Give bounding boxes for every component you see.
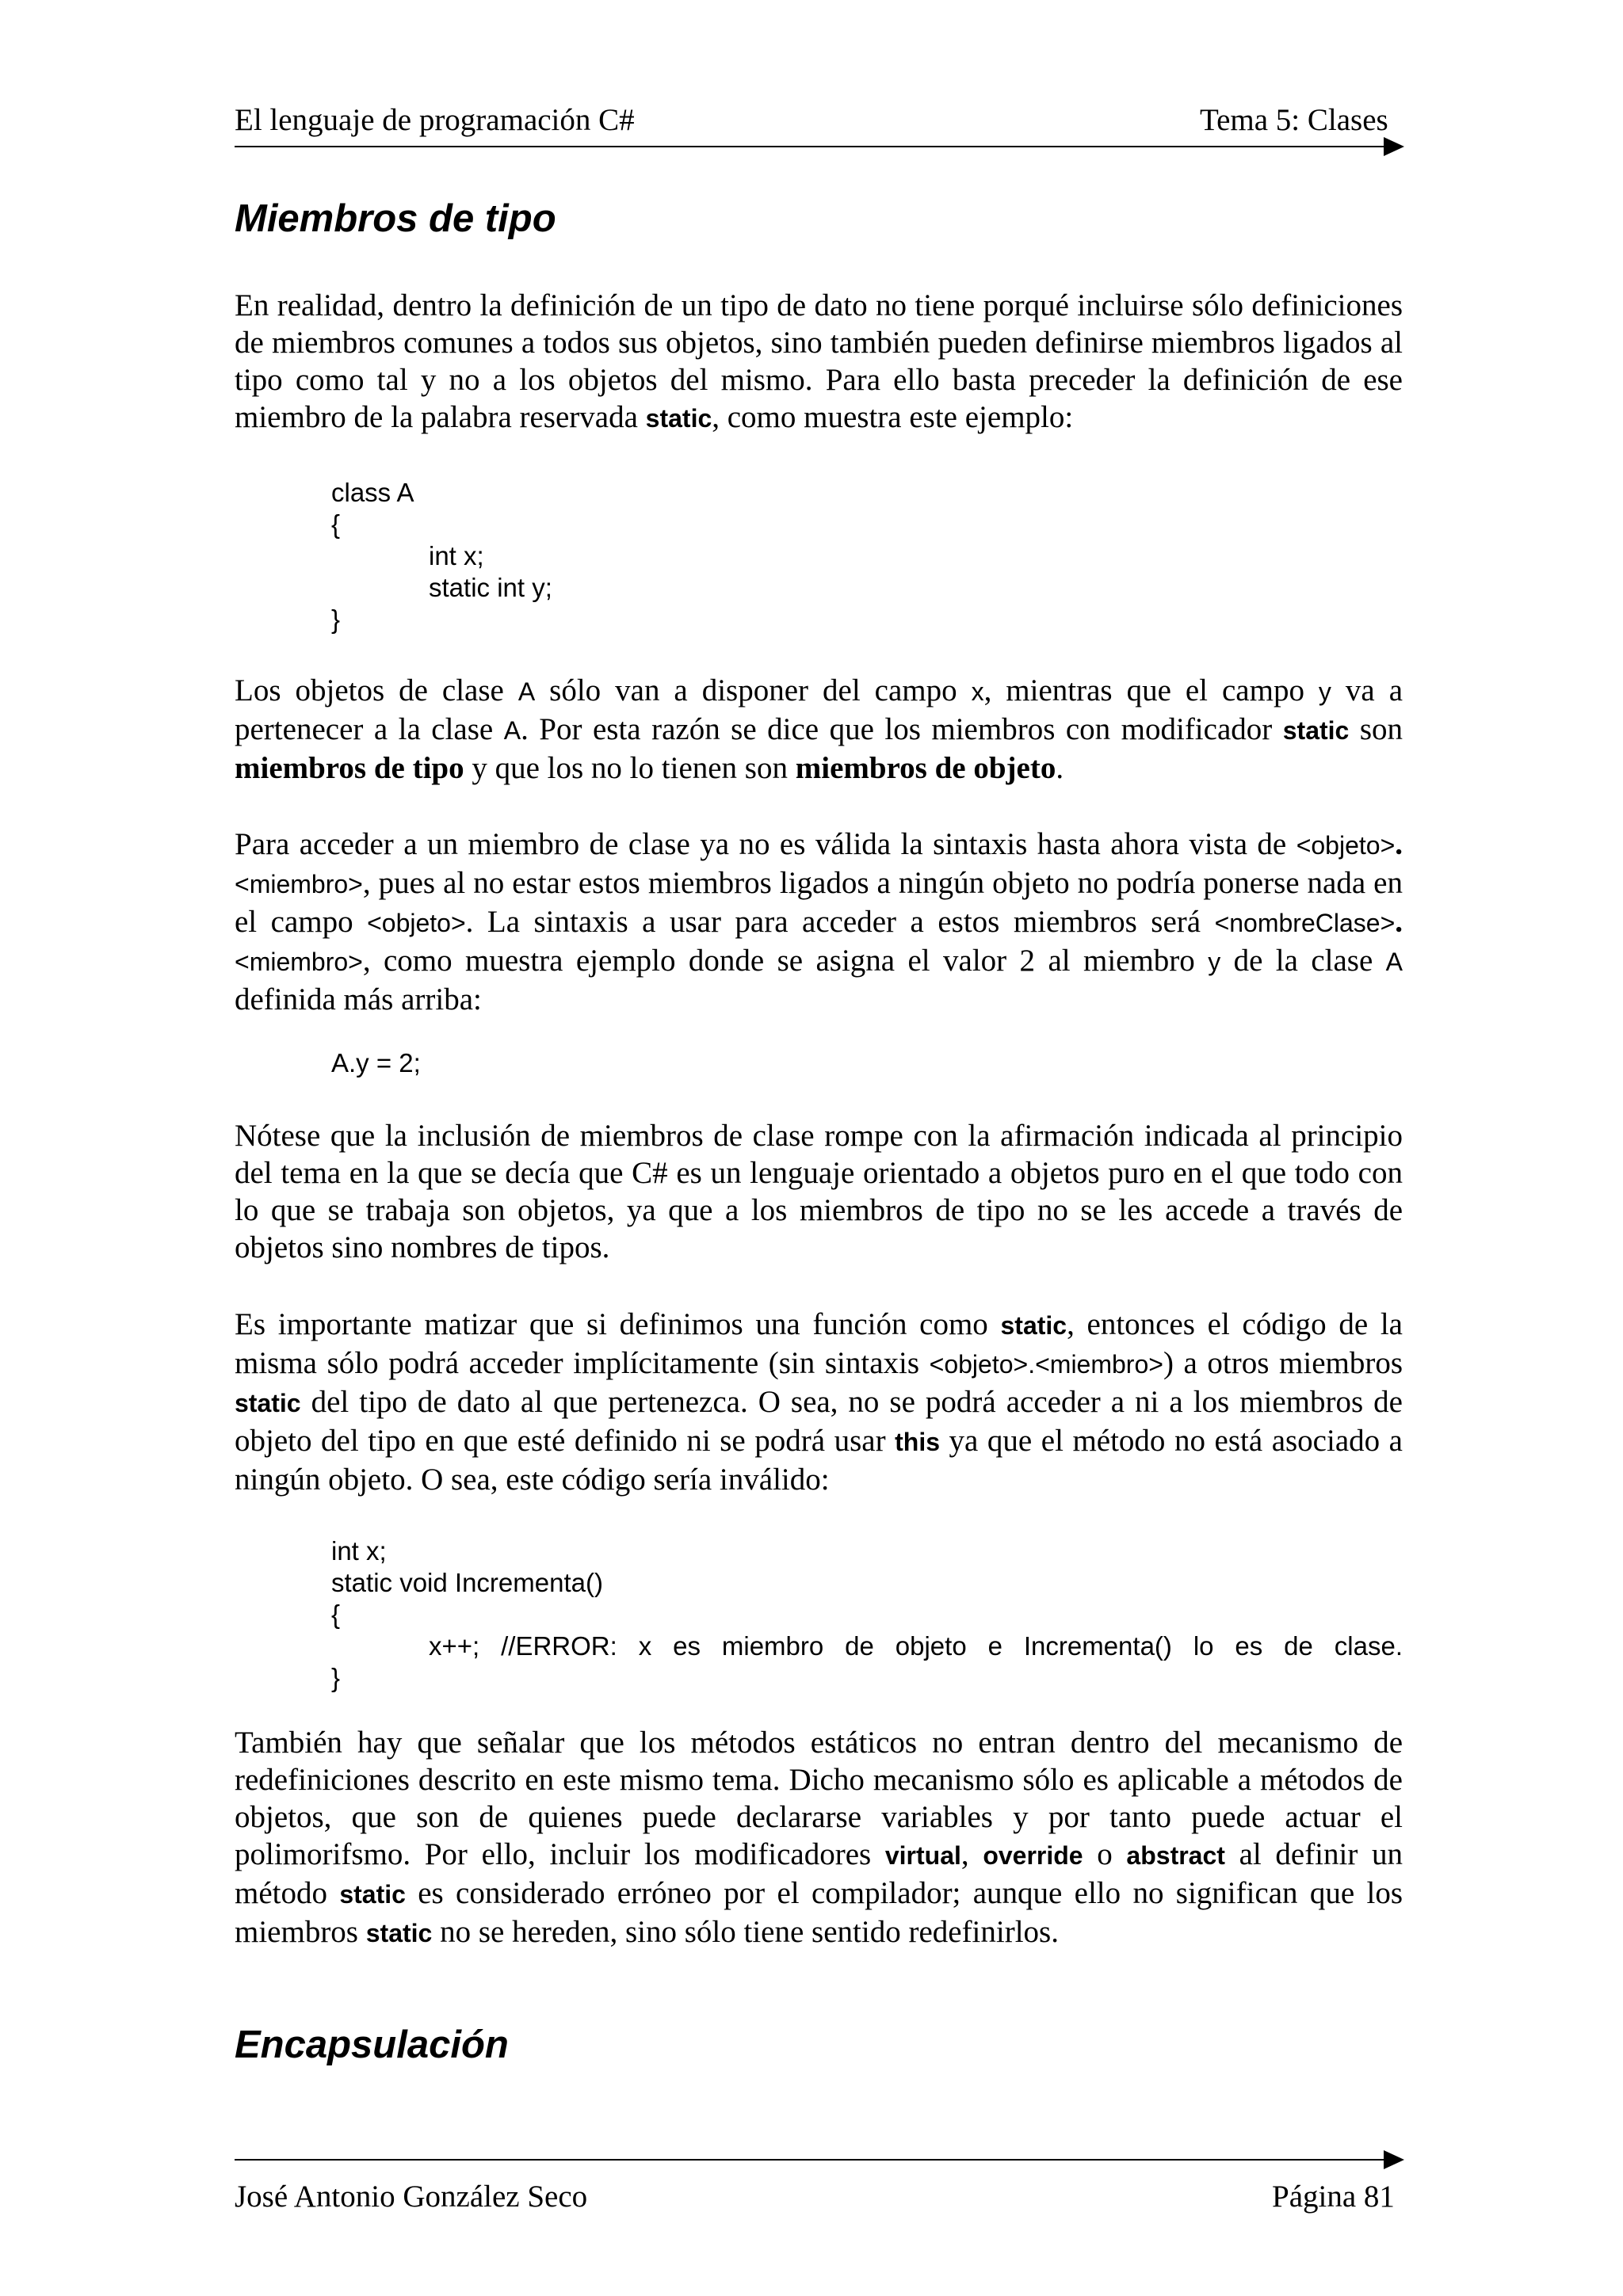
header-arrow-icon — [1384, 137, 1404, 156]
footer-right: Página 81 — [1272, 2180, 1395, 2214]
paragraph-6: También hay que señalar que los métodos estáticos no entran dentro del mecanismo de redefiniciones descrito en este mismo tema. Dicho mecanismo sólo es aplicable a métodos de objetos, que son de quienes puede declararse variables y por tanto puede actuar el polimorifsmo. Por ello, incluir los modificadores virtual, override o abstract al definir un método static es considerado erróneo por el compilador; aunque ello no significan que los miembros static no se hereden, sino sólo tiene sentido redefinirlos. — [235, 1726, 1403, 1949]
section-title-encapsulacion: Encapsulación — [235, 2023, 509, 2066]
keyword-static: static — [645, 404, 712, 433]
code-line-assignment: A.y = 2; — [331, 1048, 421, 1077]
code-line-brace-close: } — [331, 605, 341, 634]
footer-rule — [235, 2159, 1387, 2161]
code-line-int-x: int x; — [429, 541, 484, 570]
code-line-error: x++; //ERROR: x es miembro de objeto e Incrementa() lo es de clase. — [429, 1631, 1403, 1661]
code-line-static-void: static void Incrementa() — [331, 1568, 603, 1597]
section-title-miembros-de-tipo: Miembros de tipo — [235, 197, 556, 240]
header-rule — [235, 146, 1387, 147]
paragraph-4: Nótese que la inclusión de miembros de clase rompe con la afirmación indicada al principio del tema en la que se decía que C# es un lenguaje orientado a objetos puro en el que todo con lo que se trabaja son objetos, ya que a los miembros de tipo no se les accede a través de objetos sino nombres de tipos. — [235, 1119, 1403, 1264]
paragraph-3: Para acceder a un miembro de clase ya no es válida la sintaxis hasta ahora vista de <objeto>.<miembro>, pues al no estar estos miembros ligados a ningún objeto no podría ponerse nada en el campo <objeto>. La sintaxis a usar para acceder a estos miembros será <nombreClase>.<miembro>, como muestra ejemplo donde se asigna el valor 2 al miembro y de la clase A definida más arriba: — [235, 827, 1403, 1016]
header-right: Tema 5: Clases — [1200, 103, 1388, 137]
paragraph-5: Es importante matizar que si definimos una función como static, entonces el código de la misma sólo podrá acceder implícitamente (sin sintaxis <objeto>.<miembro>) a otros miembros static del tipo de dato al que pertenezca. O sea, no se podrá acceder a ni a los miembros de objeto del tipo en que esté definido ni se podrá usar this ya que el método no está asociado a ningún objeto. O sea, este código sería inválido: — [235, 1307, 1403, 1497]
code-line-class: class A — [331, 478, 414, 507]
code-line-static-int-y: static int y; — [429, 573, 552, 602]
paragraph-2: Los objetos de clase A sólo van a disponer del campo x, mientras que el campo y va a pertenecer a la clase A. Por esta razón se dice que los miembros con modificador static son miembros de tipo y que los no lo tienen son miembros de objeto. — [235, 673, 1403, 785]
code-line-brace-open-2: { — [331, 1600, 341, 1629]
footer-left: José Antonio González Seco — [235, 2180, 588, 2214]
paragraph-1: En realidad, dentro la definición de un tipo de dato no tiene porqué incluirse sólo definiciones de miembros comunes a todos sus objetos, sino también pueden definirse miembros ligados al tipo como tal y no a los objetos del mismo. Para ello basta preceder la definición de ese miembro de la palabra reservada static, como muestra este ejemplo: — [235, 288, 1403, 434]
code-line-brace-open: { — [331, 509, 341, 539]
header-left: El lenguaje de programación C# — [235, 103, 635, 137]
code-line-brace-close-2: } — [331, 1663, 341, 1692]
code-line-int-x-2: int x; — [331, 1536, 387, 1566]
footer-arrow-icon — [1384, 2150, 1404, 2169]
